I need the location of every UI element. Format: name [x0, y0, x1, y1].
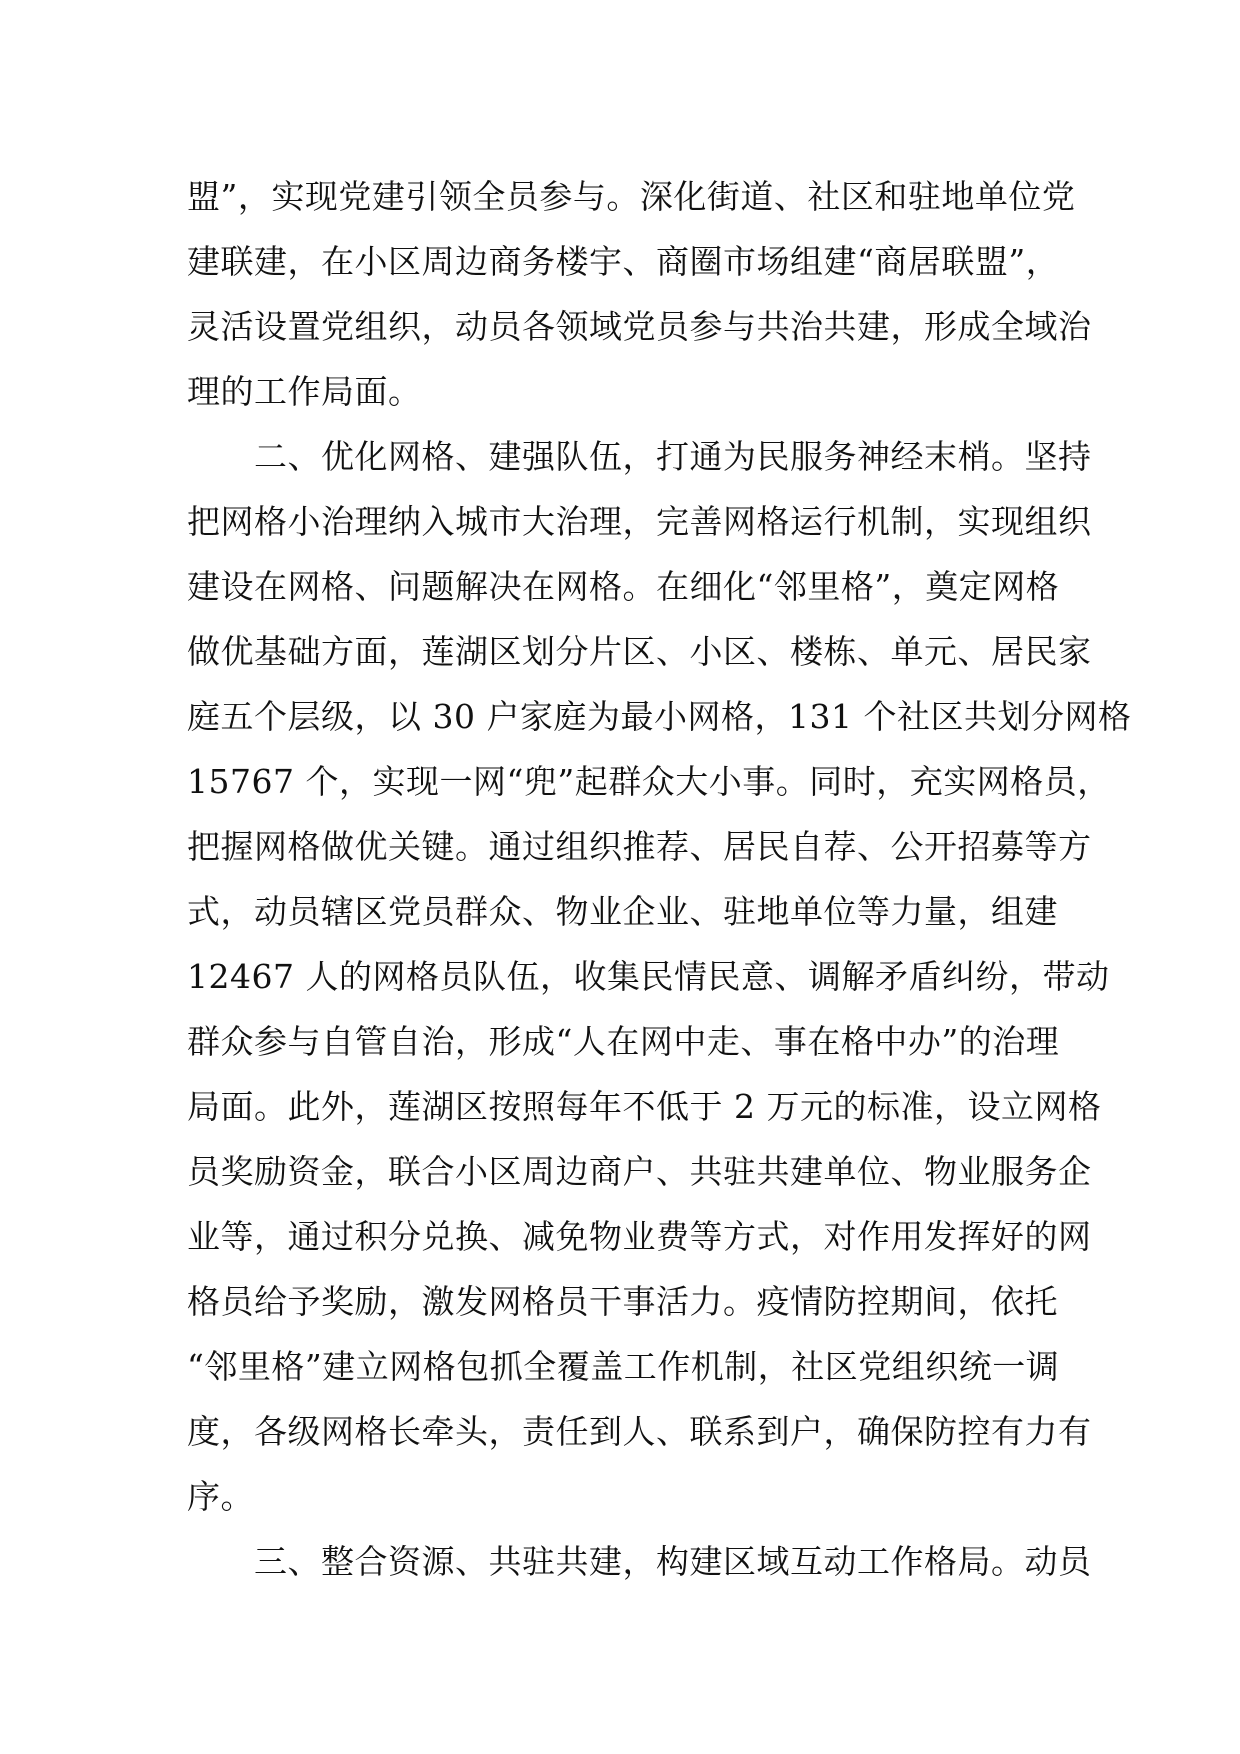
text-line: “邻里格”建立网格包抓全覆盖工作机制，社区党组织统一调: [187, 1347, 1060, 1386]
text-line: 灵活设置党组织，动员各领域党员参与共治共建，形成全域治: [187, 307, 1092, 346]
section-heading-line: 三、整合资源、共驻共建，构建区域互动工作格局。动员: [187, 1542, 1092, 1581]
text-line: 度，各级网格长牵头，责任到人、联系到户，确保防控有力有: [187, 1412, 1092, 1451]
text-line: 15767 个，实现一网“兜”起群众大小事。同时，充实网格员，: [187, 762, 1111, 801]
text-line: 庭五个层级，以 30 户家庭为最小网格，131 个社区共划分网格: [187, 697, 1132, 736]
text-line: 盟”，实现党建引领全员参与。深化街道、社区和驻地单位党: [187, 177, 1076, 216]
text-line: 员奖励资金，联合小区周边商户、共驻共建单位、物业服务企: [187, 1152, 1092, 1191]
text-line: 做优基础方面，莲湖区划分片区、小区、楼栋、单元、居民家: [187, 632, 1092, 671]
text-line: 把网格小治理纳入城市大治理，完善网格运行机制，实现组织: [187, 502, 1092, 541]
text-line: 序。: [187, 1477, 254, 1516]
text-line: 格员给予奖励，激发网格员干事活力。疫情防控期间，依托: [187, 1282, 1058, 1321]
text-line: 建设在网格、问题解决在网格。在细化“邻里格”，奠定网格: [187, 567, 1060, 606]
text-line: 理的工作局面。: [187, 372, 422, 411]
text-line: 局面。此外，莲湖区按照每年不低于 2 万元的标准，设立网格: [187, 1087, 1102, 1126]
text-line: 把握网格做优关键。通过组织推荐、居民自荐、公开招募等方: [187, 827, 1092, 866]
body-text: [187, 164, 1132, 1594]
section-heading-line: 二、优化网格、建强队伍，打通为民服务神经末梢。坚持: [187, 437, 1092, 476]
text-line: 式，动员辖区党员群众、物业企业、驻地单位等力量，组建: [187, 892, 1058, 931]
text-line: 12467 人的网格员队伍，收集民情民意、调解矛盾纠纷，带动: [187, 957, 1110, 996]
text-line: 群众参与自管自治，形成“人在网中走、事在格中办”的治理: [187, 1022, 1060, 1061]
text-line: 建联建，在小区周边商务楼宇、商圈市场组建“商居联盟”，: [187, 242, 1060, 281]
text-line: 业等，通过积分兑换、减免物业费等方式，对作用发挥好的网: [187, 1217, 1092, 1256]
